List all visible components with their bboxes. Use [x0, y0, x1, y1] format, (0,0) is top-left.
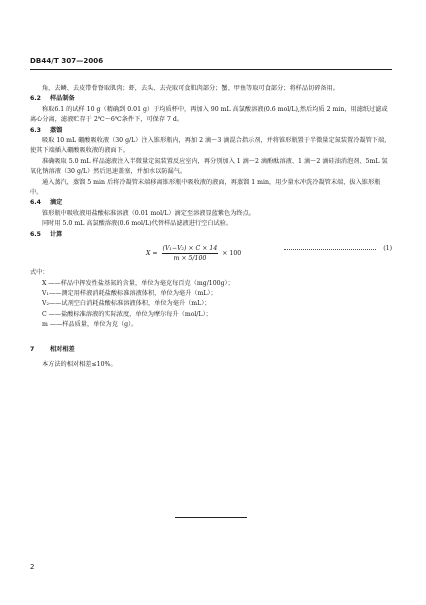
section-title: 滴定 — [50, 199, 63, 207]
variable-definition: C ——盐酸标准溶液的实际浓度，单位为摩尔每升（mol/L）； — [42, 310, 212, 318]
intro-paragraph: 角，去鳞、去皮带骨脊取肌肉；虾，去头、去壳取可食肌肉部分；蟹、甲鱼等取可食部分；将样品切碎备用。 — [42, 85, 339, 92]
section-title: 计算 — [50, 230, 63, 238]
where-label: 式中： — [30, 269, 49, 277]
section-6-3-heading — [30, 126, 392, 136]
formula-fraction — [162, 244, 219, 263]
section-6-3-paragraph-1: 吸取 10 mL 硼酸吸收液（30 g/L）注入锥形瓶内，再加 2 滴～3 滴混合指示剂，并将锥形瓶置于半微量定氮装置冷凝管下端，使其下端插入硼酸吸收液的液面下。 — [30, 137, 391, 155]
page-number: 2 — [30, 563, 35, 571]
section-6-2-text: 称取6.1 的试样 10 g（精确到 0.01 g）于均质杯中，再加入 90 mL 高氯酸溶液(0.6 mol/L),然后均质 2 min，用滤纸过滤或离心分离，滤液贮存于 2℃～6℃条件下，可保存 7 d。 — [30, 105, 388, 124]
formula-leader-dots — [284, 249, 376, 250]
section-title: 蒸馏 — [50, 126, 63, 134]
variable-definition: V₁——测定用样液消耗盐酸标准溶液体积，单位为毫升（mL）； — [42, 289, 217, 297]
section-number: 6.4 — [30, 199, 41, 207]
section-number: 6.3 — [30, 126, 41, 134]
variable-definition: V₂——试剂空白消耗盐酸标准溶液体积，单位为毫升（mL）； — [42, 300, 211, 308]
section-7-text: 本方法的相对相差≤10%。 — [42, 360, 117, 368]
section-7-heading — [30, 345, 392, 355]
section-6-5-heading — [30, 230, 392, 240]
section-6-3-paragraph-3: 通入蒸汽，蒸馏 5 min 后将冷凝管末端移离锥形瓶中吸收液的液面，再蒸馏 1 min，用少量水冲洗冷凝管末端，拔入锥形瓶中。 — [30, 178, 381, 197]
section-6-2-heading — [30, 94, 392, 104]
variable-list — [30, 279, 392, 331]
section-number: 6.5 — [30, 230, 41, 238]
equation-number: (1) — [383, 245, 392, 253]
formula-lhs: X = — [146, 250, 158, 258]
section-6-3-paragraph-2: 准确吸取 5.0 mL 样品滤液注入半微量定氮装置反应室内，再分别加入 1 滴～2 滴酚酞溶液、1 滴～2 滴硅油消泡剂、5mL 氢氧化钠溶液（30 g/L）然后迅速盖塞，并加水以防漏气。 — [30, 157, 388, 176]
variable-definition: m ——样品质量，单位为克（g）。 — [42, 321, 138, 329]
formula-numerator: (V₁−V₂) × C × 14 — [162, 245, 218, 253]
spacer — [30, 331, 392, 345]
formula-1 — [30, 242, 392, 268]
variable-definition: X ——样品中挥发性盐基氮的含量，单位为毫克每百克（mg/100g）； — [42, 279, 234, 287]
section-number: 7 — [30, 345, 35, 353]
section-6-4-paragraph-1: 锥形瓶中吸收液用盐酸标准溶液（0.01 mol/L）滴定至溶液显蓝紫色为终点。 — [42, 209, 255, 217]
section-number: 6.2 — [30, 95, 41, 103]
formula-denominator: m × 5/100 — [173, 255, 207, 263]
section-title: 相对相差 — [50, 345, 75, 353]
end-of-document-rule — [175, 517, 247, 518]
standard-code: DB44/T 307—2006 — [30, 57, 104, 65]
section-title: 样品制备 — [50, 95, 75, 103]
formula-expression — [146, 244, 241, 263]
header-rule — [30, 69, 392, 70]
document-body — [30, 84, 392, 370]
formula-rhs: × 100 — [222, 250, 242, 258]
section-6-4-paragraph-2: 同时用 5.0 mL 高氯酸溶液(0.6 mol/L)代替样品滤液进行空白试验。 — [42, 220, 233, 228]
section-6-4-heading — [30, 198, 392, 208]
